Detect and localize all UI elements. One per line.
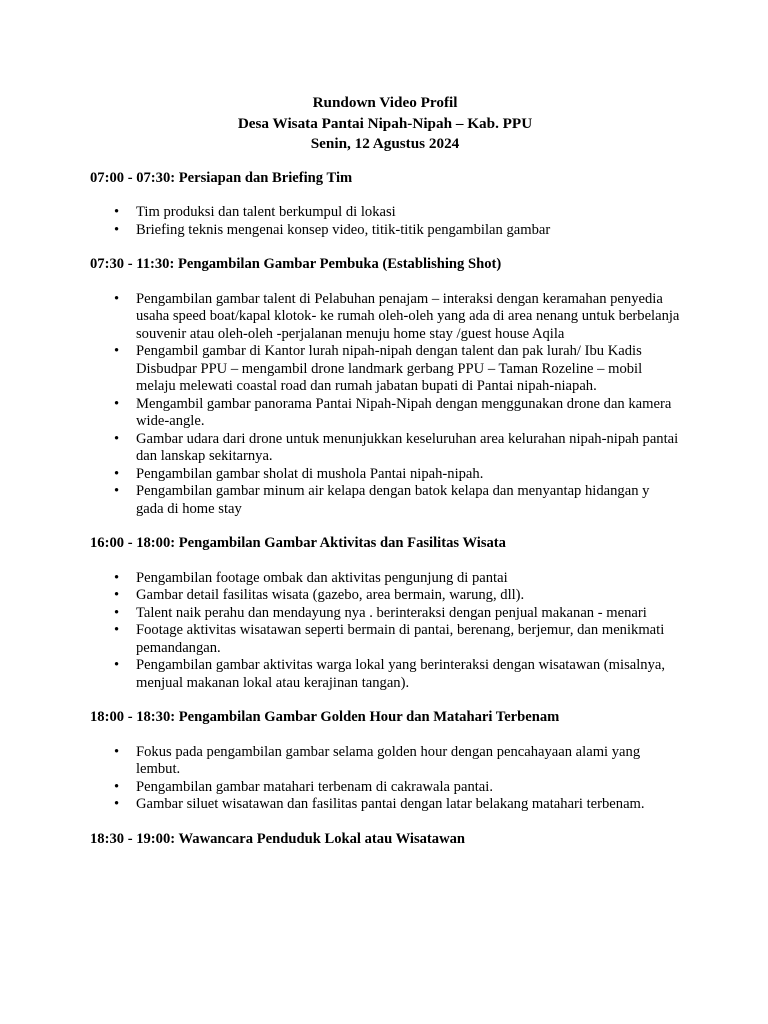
bullet-list [90, 744, 680, 814]
section-persiapan [90, 170, 680, 240]
bullet-list [90, 570, 680, 693]
section-heading: 18:30 - 19:00: Wawancara Penduduk Lokal atau Wisatawan [90, 830, 466, 847]
document-title [90, 93, 680, 155]
list-item: • Gambar udara dari drone untuk menunjukkan keseluruhan area kelurahan nipah-nipah pantai dan lanskap sekitarnya. [90, 431, 680, 466]
section-heading: 18:00 - 18:30: Pengambilan Gambar Golden Hour dan Matahari Terbenam [90, 709, 560, 725]
list-item: • Gambar detail fasilitas wisata (gazebo, area bermain, warung, dll). [90, 587, 680, 605]
list-item: • Footage aktivitas wisatawan seperti bermain di pantai, berenang, berjemur, dan menikmati pemandangan. [90, 622, 680, 657]
list-item: • Pengambilan footage ombak dan aktivitas pengunjung di pantai [90, 570, 680, 588]
title-line: Rundown Video Profil [312, 94, 458, 111]
list-item: • Pengambilan gambar talent di Pelabuhan penajam – interaksi dengan keramahan penyedia usaha speed boat/kapal klotok- ke rumah oleh-oleh yang ada di area nenang untuk berbelanja souvenir atau oleh-oleh -perjalanan menuju home stay /guest house Aqila [90, 291, 680, 344]
list-item: • Pengambilan gambar sholat di mushola Pantai nipah-nipah. [90, 466, 680, 484]
document-page [90, 93, 680, 865]
section-aktivitas [90, 535, 680, 692]
section-heading: 07:00 - 07:30: Persiapan dan Briefing Tim [90, 169, 353, 186]
list-item: • Fokus pada pengambilan gambar selama golden hour dengan pencahayaan alami yang lembut. [90, 744, 680, 779]
list-item: • Gambar siluet wisatawan dan fasilitas pantai dengan latar belakang matahari terbenam. [90, 796, 680, 814]
list-item: • Pengambilan gambar aktivitas warga lokal yang berinteraksi dengan wisatawan (misalnya, menjual makanan lokal atau kerajinan tangan). [90, 657, 680, 692]
list-item: • Briefing teknis mengenai konsep video, titik-titik pengambilan gambar [90, 222, 680, 240]
section-heading: 16:00 - 18:00: Pengambilan Gambar Aktivitas dan Fasilitas Wisata [90, 535, 506, 551]
bullet-list [90, 204, 680, 239]
section-pembuka [90, 256, 680, 518]
section-golden-hour [90, 709, 680, 814]
list-item: • Tim produksi dan talent berkumpul di lokasi [90, 204, 680, 222]
title-line: Desa Wisata Pantai Nipah-Nipah – Kab. PPU [237, 114, 533, 132]
title-line: Senin, 12 Agustus 2024 [310, 135, 460, 152]
section-wawancara [90, 831, 680, 849]
list-item: • Pengambilan gambar minum air kelapa dengan batok kelapa dan menyantap hidangan y gada di home stay [90, 483, 680, 518]
bullet-list [90, 291, 680, 519]
list-item: • Pengambil gambar di Kantor lurah nipah-nipah dengan talent dan pak lurah/ Ibu Kadis Disbudpar PPU – mengambil drone landmark gerbang PPU – Taman Rozeline – mobil melaju melewati coastal road dan rumah jabatan bupati di Pantai nipah-niapah. [90, 343, 680, 396]
list-item: • Pengambilan gambar matahari terbenam di cakrawala pantai. [90, 779, 680, 797]
list-item: • Talent naik perahu dan mendayung nya . berinteraksi dengan penjual makanan - menari [90, 605, 680, 623]
list-item: • Mengambil gambar panorama Pantai Nipah-Nipah dengan menggunakan drone dan kamera wide-angle. [90, 396, 680, 431]
section-heading: 07:30 - 11:30: Pengambilan Gambar Pembuka (Establishing Shot) [90, 256, 502, 272]
